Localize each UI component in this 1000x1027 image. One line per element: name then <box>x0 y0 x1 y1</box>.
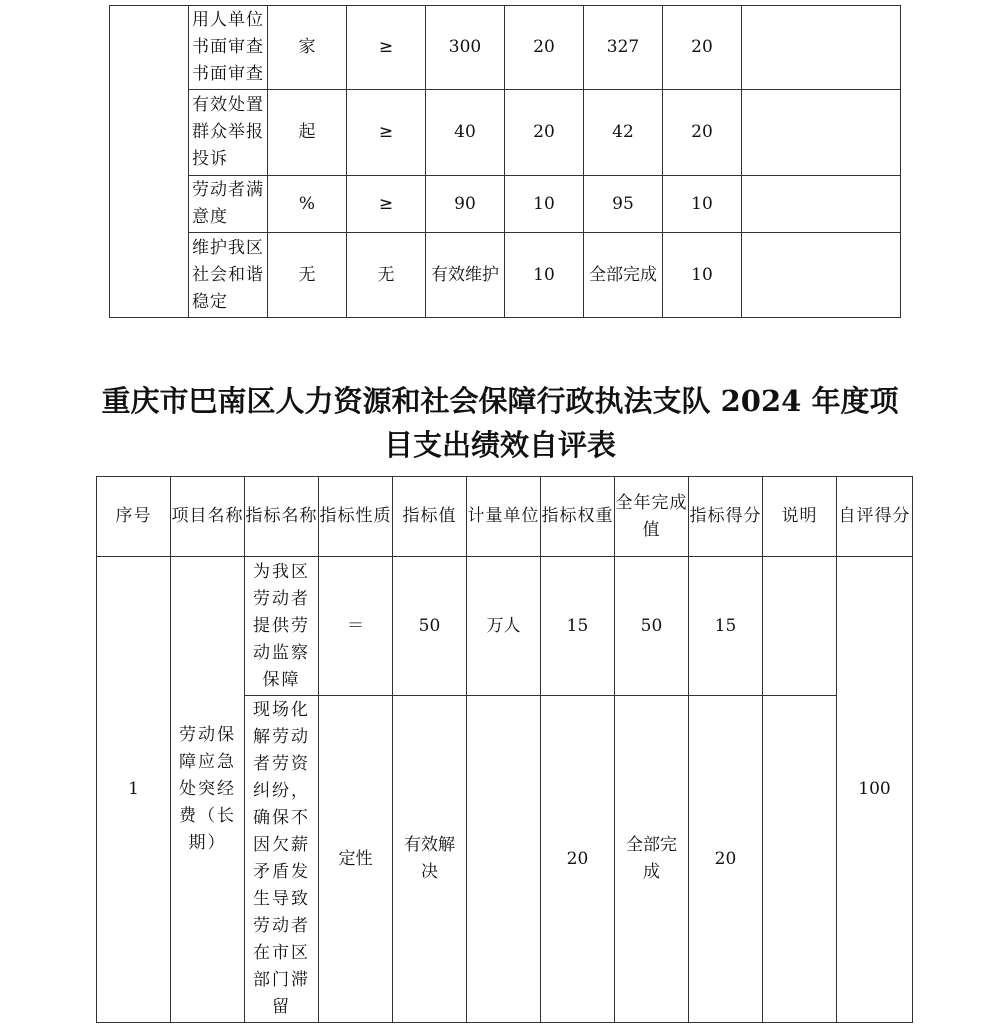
unit-cell: 万人 <box>467 557 541 696</box>
nature-cell: ＝ <box>319 557 393 696</box>
score-cell: 15 <box>689 557 763 696</box>
table-row <box>97 557 913 696</box>
value-cell: 50 <box>393 557 467 696</box>
indicator-name: 为我区劳动者提供劳动监察保障 <box>245 557 319 696</box>
score-cell: 20 <box>663 6 742 90</box>
indicator-table-continued <box>109 5 901 318</box>
table-cell-blank <box>110 6 189 318</box>
actual-cell: 全部完成 <box>615 696 689 1023</box>
header-cell: 序号 <box>97 477 171 557</box>
unit-cell: 无 <box>268 233 347 318</box>
header-cell: 指标性质 <box>319 477 393 557</box>
unit-cell: 家 <box>268 6 347 90</box>
header-cell: 说明 <box>763 477 837 557</box>
header-cell: 自评得分 <box>837 477 913 557</box>
operator-cell: ≥ <box>347 90 426 176</box>
weight-cell: 10 <box>505 233 584 318</box>
note-cell <box>742 233 901 318</box>
note-cell <box>763 696 837 1023</box>
unit-cell: % <box>268 176 347 233</box>
header-cell: 指标名称 <box>245 477 319 557</box>
score-cell: 10 <box>663 176 742 233</box>
actual-cell: 327 <box>584 6 663 90</box>
project-name-cell: 劳动保障应急处突经费（长期） <box>171 557 245 1023</box>
weight-cell: 20 <box>505 6 584 90</box>
header-cell: 项目名称 <box>171 477 245 557</box>
score-cell: 10 <box>663 233 742 318</box>
target-cell: 有效维护 <box>426 233 505 318</box>
indicator-name: 有效处置群众举报投诉 <box>189 90 268 176</box>
self-score-cell: 100 <box>837 557 913 1023</box>
operator-cell: ≥ <box>347 176 426 233</box>
table-row <box>110 90 901 176</box>
seq-cell: 1 <box>97 557 171 1023</box>
table-row <box>110 233 901 318</box>
target-cell: 90 <box>426 176 505 233</box>
header-cell: 计量单位 <box>467 477 541 557</box>
indicator-name: 现场化解劳动者劳资纠纷，确保不因欠薪矛盾发生导致劳动者在市区部门滞留 <box>245 696 319 1023</box>
weight-cell: 15 <box>541 557 615 696</box>
actual-cell: 42 <box>584 90 663 176</box>
indicator-name: 用人单位书面审查书面审查 <box>189 6 268 90</box>
score-cell: 20 <box>689 696 763 1023</box>
actual-cell: 95 <box>584 176 663 233</box>
weight-cell: 20 <box>505 90 584 176</box>
unit-cell: 起 <box>268 90 347 176</box>
note-cell <box>742 90 901 176</box>
nature-cell: 定性 <box>319 696 393 1023</box>
performance-evaluation-table <box>96 476 913 1023</box>
indicator-name: 维护我区社会和谐稳定 <box>189 233 268 318</box>
value-cell: 有效解决 <box>393 696 467 1023</box>
operator-cell: 无 <box>347 233 426 318</box>
note-cell <box>763 557 837 696</box>
table-row <box>110 176 901 233</box>
header-cell: 全年完成值 <box>615 477 689 557</box>
header-cell: 指标得分 <box>689 477 763 557</box>
page-title: 重庆市巴南区人力资源和社会保障行政执法支队 2024 年度项 <box>101 384 899 418</box>
note-cell <box>742 6 901 90</box>
actual-cell: 50 <box>615 557 689 696</box>
score-cell: 20 <box>663 90 742 176</box>
target-cell: 40 <box>426 90 505 176</box>
table-header-row <box>97 477 913 557</box>
weight-cell: 20 <box>541 696 615 1023</box>
operator-cell: ≥ <box>347 6 426 90</box>
header-cell: 指标权重 <box>541 477 615 557</box>
indicator-name: 劳动者满意度 <box>189 176 268 233</box>
weight-cell: 10 <box>505 176 584 233</box>
header-cell: 指标值 <box>393 477 467 557</box>
table-row <box>110 6 901 90</box>
actual-cell: 全部完成 <box>584 233 663 318</box>
page-title-line2: 目支出绩效自评表 <box>383 428 616 462</box>
note-cell <box>742 176 901 233</box>
target-cell: 300 <box>426 6 505 90</box>
unit-cell <box>467 696 541 1023</box>
